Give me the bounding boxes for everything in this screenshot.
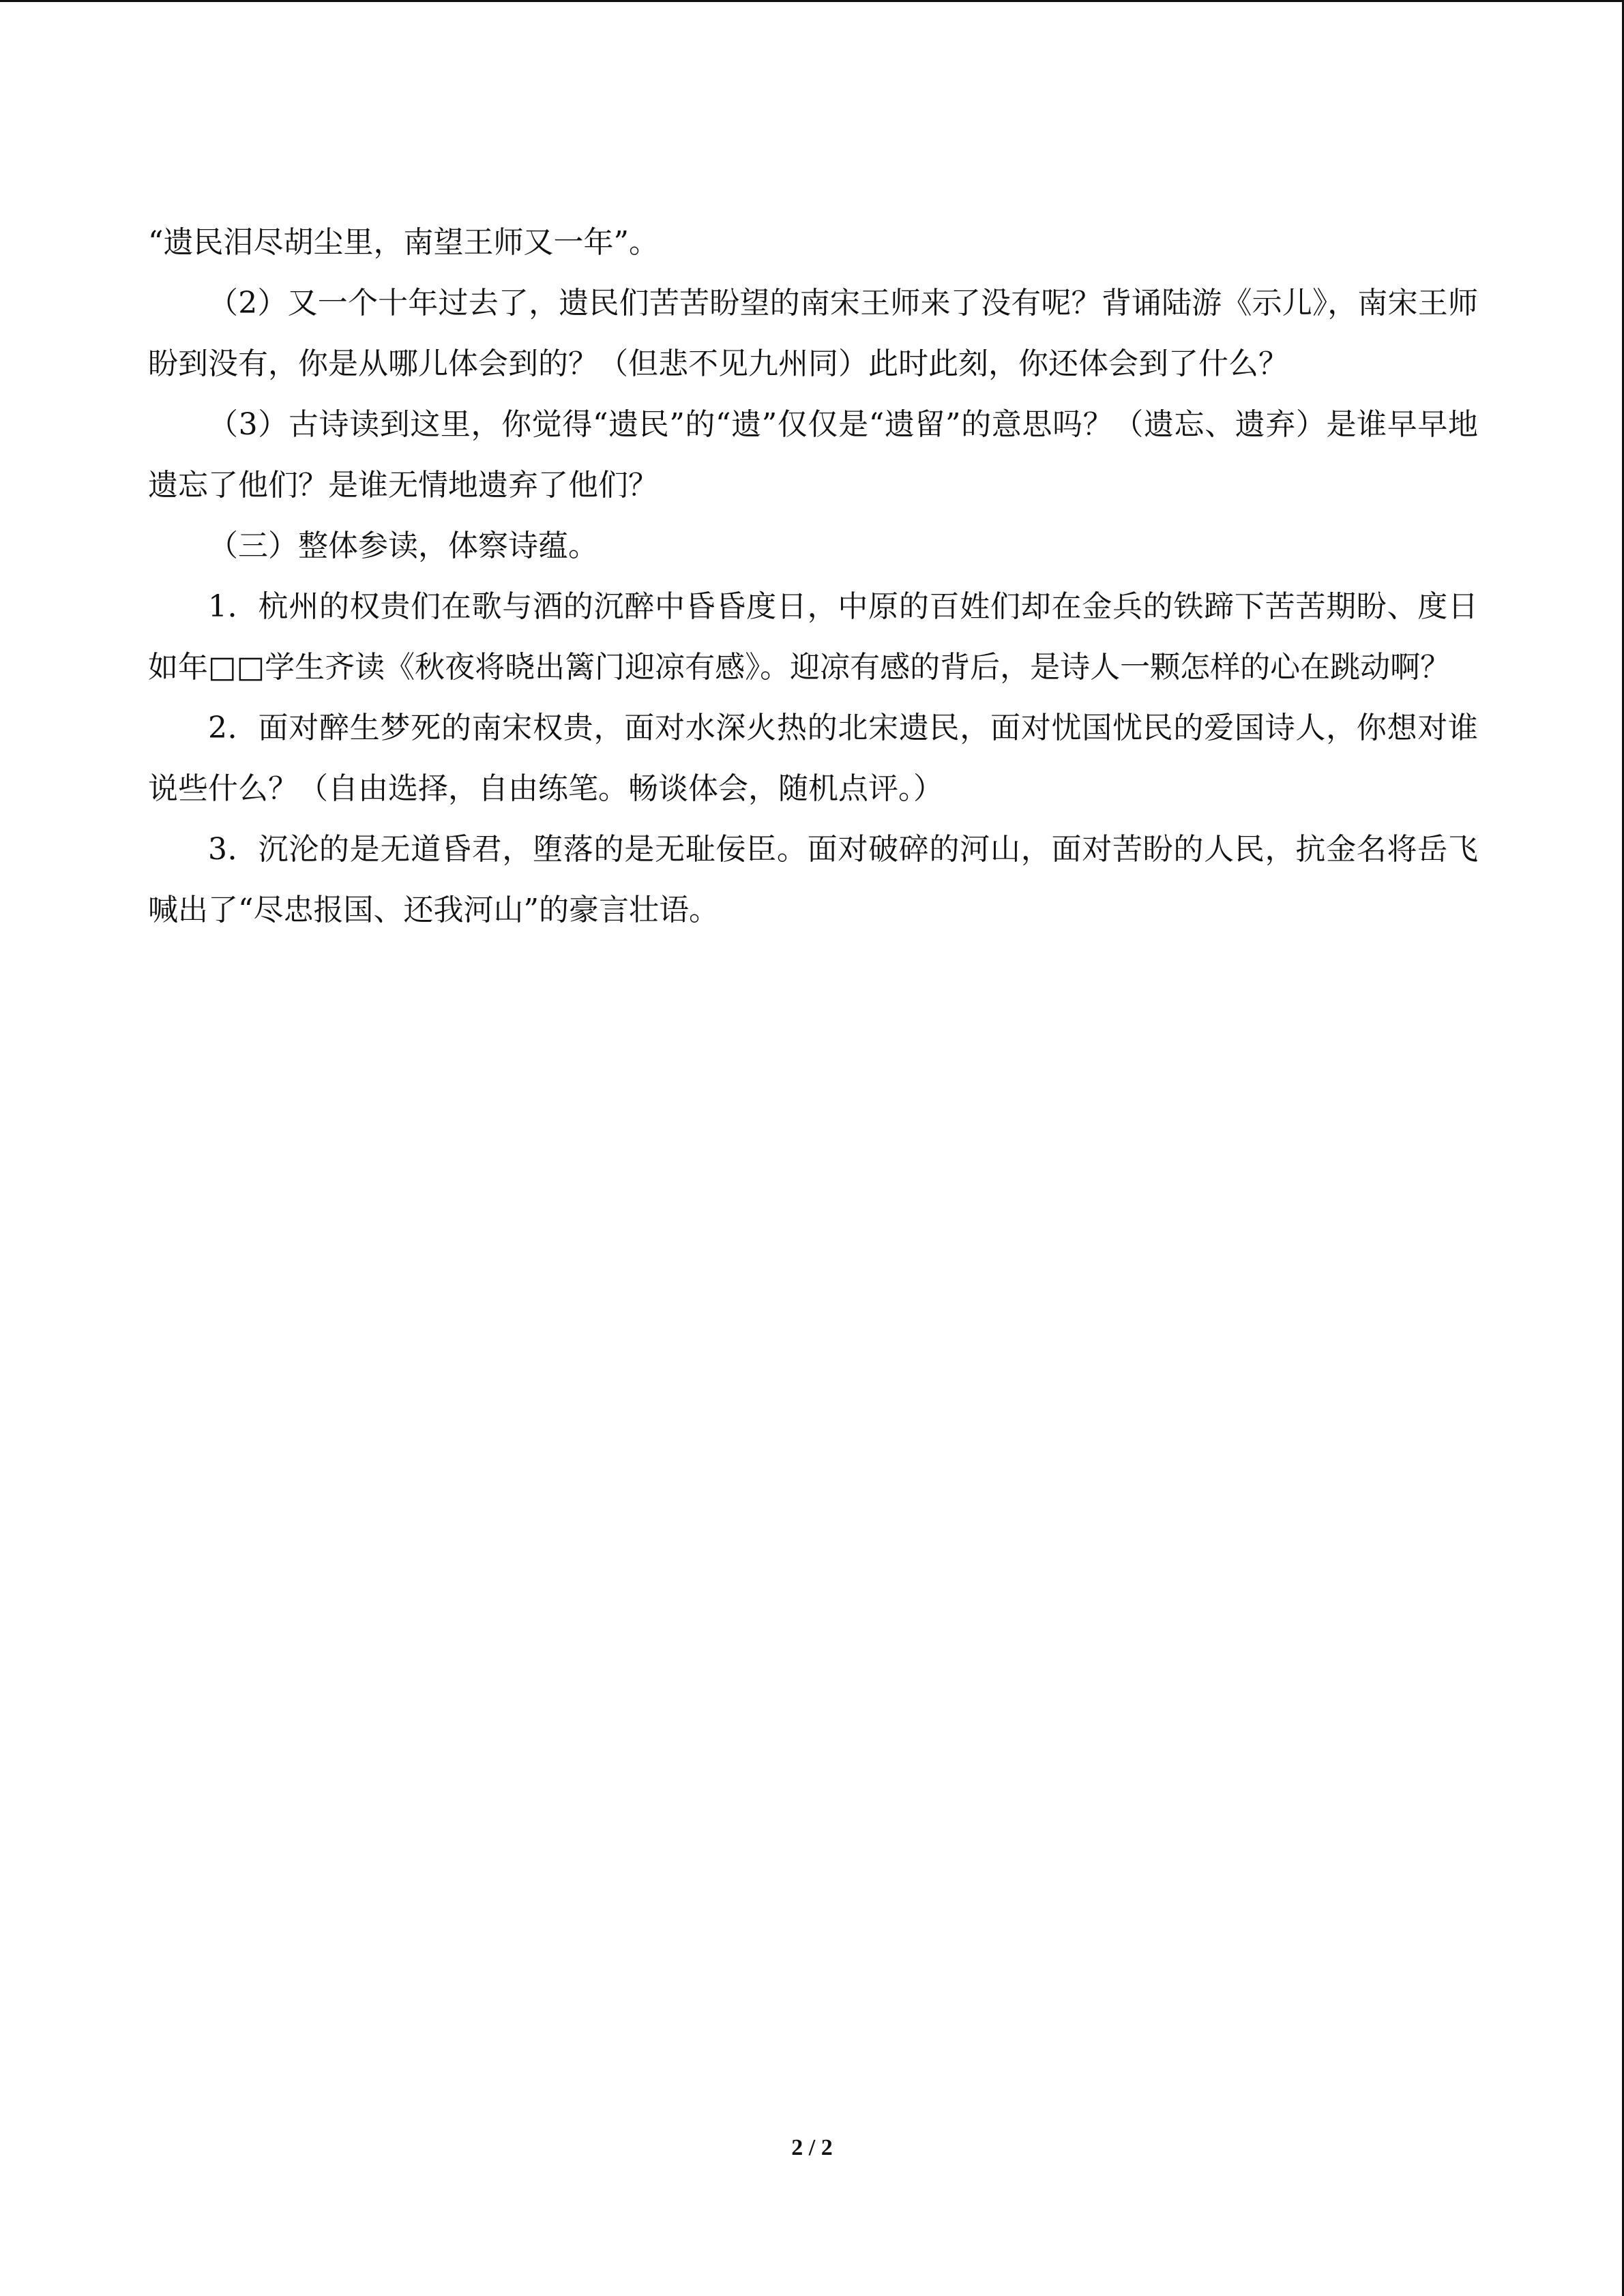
paragraph-question-2: （2）又一个十年过去了，遗民们苦苦盼望的南宋王师来了没有呢？背诵陆游《示儿》，南宋王师盼到没有，你是从哪儿体会到的？（但悲不见九州同）此时此刻，你还体会到了什么？ — [148, 286, 1478, 381]
paragraph-quote-line: “遗民泪尽胡尘里，南望王师又一年”。 — [148, 225, 659, 260]
page-number: 2 / 2 — [791, 2135, 833, 2160]
paragraph-item-2: 2．面对醉生梦死的南宋权贵，面对水深火热的北宋遗民，面对忧国忧民的爱国诗人，你想对谁说些什么？（自由选择，自由练笔。畅谈体会，随机点评。） — [148, 711, 1478, 806]
paragraph-question-3: （3）古诗读到这里，你觉得“遗民”的“遗”仅仅是“遗留”的意思吗？（遗忘、遗弃）是谁早早地遗忘了他们？是谁无情地遗弃了他们？ — [148, 407, 1478, 503]
paragraph-item-1: 1．杭州的权贵们在歌与酒的沉醉中昏昏度日，中原的百姓们却在金兵的铁蹄下苦苦期盼、度日如年□□学生齐读《秋夜将晓出篱门迎凉有感》。迎凉有感的背后，是诗人一颗怎样的心在跳动啊？ — [148, 589, 1478, 685]
paragraph-item-3: 3．沉沦的是无道昏君，堕落的是无耻佞臣。面对破碎的河山，面对苦盼的人民，抗金名将岳飞喊出了“尽忠报国、还我河山”的豪言壮语。 — [148, 832, 1478, 927]
document-body — [148, 212, 1478, 940]
section-heading-3: （三）整体参读，体察诗蕴。 — [208, 528, 598, 563]
